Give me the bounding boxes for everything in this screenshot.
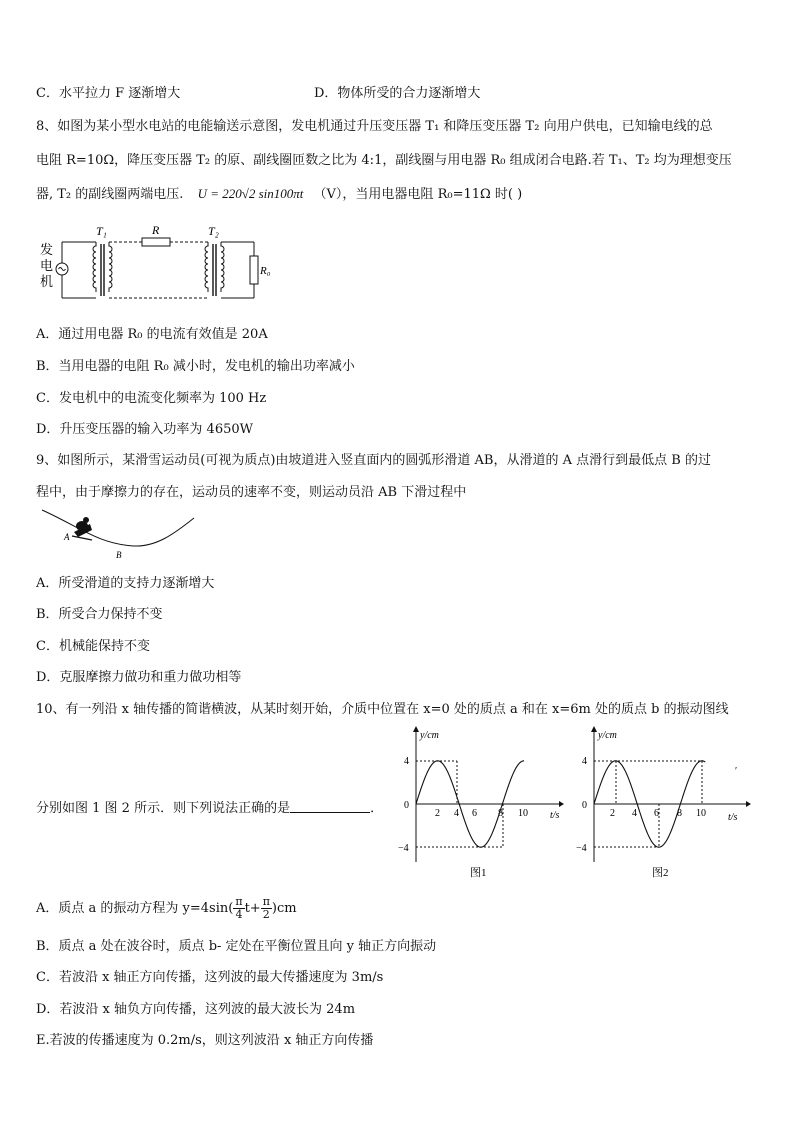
frac2-den: 2 — [262, 908, 270, 921]
q9-option-a: A．所受滑道的支持力逐渐增大 — [36, 576, 215, 591]
fig1-ytick-neg4: −4 — [398, 843, 409, 854]
q8-stem-line3b: （V），当用电器电阻 R₀=11Ω 时( ) — [313, 187, 523, 202]
q8-option-d: D．升压变压器的输入功率为 4650W — [36, 422, 254, 437]
point-b-label: B — [116, 550, 122, 560]
q10-option-b: B．质点 a 处在波谷时，质点 b- 定处在平衡位置且向 y 轴正方向振动 — [36, 939, 437, 954]
q10-option-a-prefix: A．质点 a 的振动方程为 y=4sin( — [36, 901, 234, 916]
fig2-xtick-2: 2 — [610, 808, 615, 819]
q10-stem-line2b: ． — [370, 801, 384, 816]
q10-option-c: C．若波沿 x 轴正方向传播，这列波的最大传播速度为 3m/s — [36, 970, 384, 985]
q9-stem-line2: 程中，由于摩擦力的存在，运动员的速率不变，则运动员沿 AB 下滑过程中 — [36, 485, 467, 500]
fig2-ylabel: y/cm — [598, 730, 617, 741]
generator-char-2: 电 — [40, 258, 54, 273]
generator-char-3: 机 — [40, 274, 54, 289]
fig1-xtick-2: 2 — [435, 808, 440, 819]
fig1-xtick-8: 8 — [498, 808, 503, 819]
fig2-xtick-8: 8 — [677, 808, 682, 819]
q9-option-d: D．克服摩擦力做功和重力做功相等 — [36, 670, 242, 685]
fig2-xtick-4: 4 — [632, 808, 637, 819]
q8-option-a: A．通过用电器 R₀ 的电流有效值是 20A — [36, 327, 268, 342]
answer-blank — [290, 800, 370, 813]
fig2-xlabel: t/s — [728, 812, 738, 823]
t2-label: T₂ — [208, 224, 219, 238]
fig1-xtick-6: 6 — [472, 808, 477, 819]
fig1-ylabel: y/cm — [420, 730, 439, 741]
q7-option-c: C．水平拉力 F 逐渐增大 — [36, 86, 181, 101]
generator-char-1: 发 — [40, 242, 54, 257]
q10-option-a — [36, 896, 297, 921]
point-a-label: A — [64, 532, 70, 542]
fig1-ytick-4: 4 — [404, 756, 409, 767]
q7-option-d: D．物体所受的合力逐渐增大 — [314, 86, 481, 101]
fig2-ytick-neg4: −4 — [576, 843, 587, 854]
q8-circuit-diagram — [38, 222, 278, 306]
load-resistor-r0 — [250, 256, 258, 284]
fraction-pi-over-4 — [233, 896, 244, 921]
fig1-ytick-0: 0 — [404, 800, 409, 811]
skier-figure — [72, 517, 92, 540]
q10-stem-line2 — [36, 797, 383, 816]
fig2-mark: ′ — [735, 766, 738, 777]
fig1-xtick-4: 4 — [454, 808, 459, 819]
q9-option-c: C．机械能保持不变 — [36, 639, 150, 654]
frac2-num: π — [262, 895, 270, 908]
fig2-caption: 图2 — [652, 867, 669, 879]
q8-stem-line3a: 器, T₂ 的副线圈两端电压. — [36, 187, 184, 202]
q8-voltage-formula: U = 220√2 sin100πt — [197, 186, 304, 201]
q10-figure-1-vibration-graph — [394, 722, 564, 880]
fraction-pi-over-2 — [261, 896, 272, 921]
fig2-xtick-6: 6 — [654, 808, 659, 819]
q10-stem-line1: 10、有一列沿 x 轴传播的简谐横波，从某时刻开始，介质中位置在 x=0 处的质点 a 和在 x=6m 处的质点 b 的振动图线 — [36, 702, 729, 717]
q9-ski-track-diagram — [38, 504, 198, 560]
q10-option-a-suffix: )cm — [271, 901, 297, 916]
frac1-num: π — [235, 895, 243, 908]
r-label: R — [152, 223, 160, 237]
q8-option-c: C．发电机中的电流变化频率为 100 Hz — [36, 391, 267, 406]
fig2-ytick-4: 4 — [582, 756, 587, 767]
t1-label: T₁ — [96, 224, 107, 238]
q9-option-b: B．所受合力保持不变 — [36, 607, 163, 622]
q10-option-a-mid: t+ — [244, 901, 261, 916]
fig2-ytick-0: 0 — [582, 800, 587, 811]
fig1-caption: 图1 — [470, 867, 487, 879]
q8-stem-line2: 电阻 R=10Ω，降压变压器 T₂ 的原、副线圈匝数之比为 4:1，副线圈与用电器 R₀ 组成闭合电路.若 T₁、T₂ 均为理想变压 — [36, 153, 732, 168]
q10-option-e: E.若波的传播速度为 0.2m/s，则这列波沿 x 轴正方向传播 — [36, 1033, 374, 1048]
q8-option-b: B．当用电器的电阻 R₀ 减小时，发电机的输出功率减小 — [36, 359, 355, 374]
fig2-xtick-10: 10 — [696, 808, 706, 819]
q8-stem-line3 — [36, 183, 522, 202]
fig1-xlabel: t/s — [550, 810, 560, 821]
fig1-xtick-10: 10 — [518, 808, 528, 819]
frac1-den: 4 — [235, 908, 243, 921]
q8-stem-line1: 8、如图为某小型水电站的电能输送示意图，发电机通过升压变压器 T₁ 和降压变压器 T₂ 向用户供电，已知输电线的总 — [36, 119, 713, 134]
q9-stem-line1: 9、如图所示，某滑雪运动员(可视为质点)由坡道进入竖直面内的圆弧形滑道 AB，从滑道的 A 点滑行到最低点 B 的过 — [36, 453, 711, 468]
r0-label: R₀ — [260, 265, 271, 277]
q10-option-d: D．若波沿 x 轴负方向传播，这列波的最大波长为 24m — [36, 1002, 356, 1017]
q10-figure-2-vibration-graph — [572, 722, 752, 880]
line-resistor-r — [142, 238, 170, 246]
q10-stem-line2a: 分别如图 1 图 2 所示．则下列说法正确的是 — [36, 801, 291, 816]
